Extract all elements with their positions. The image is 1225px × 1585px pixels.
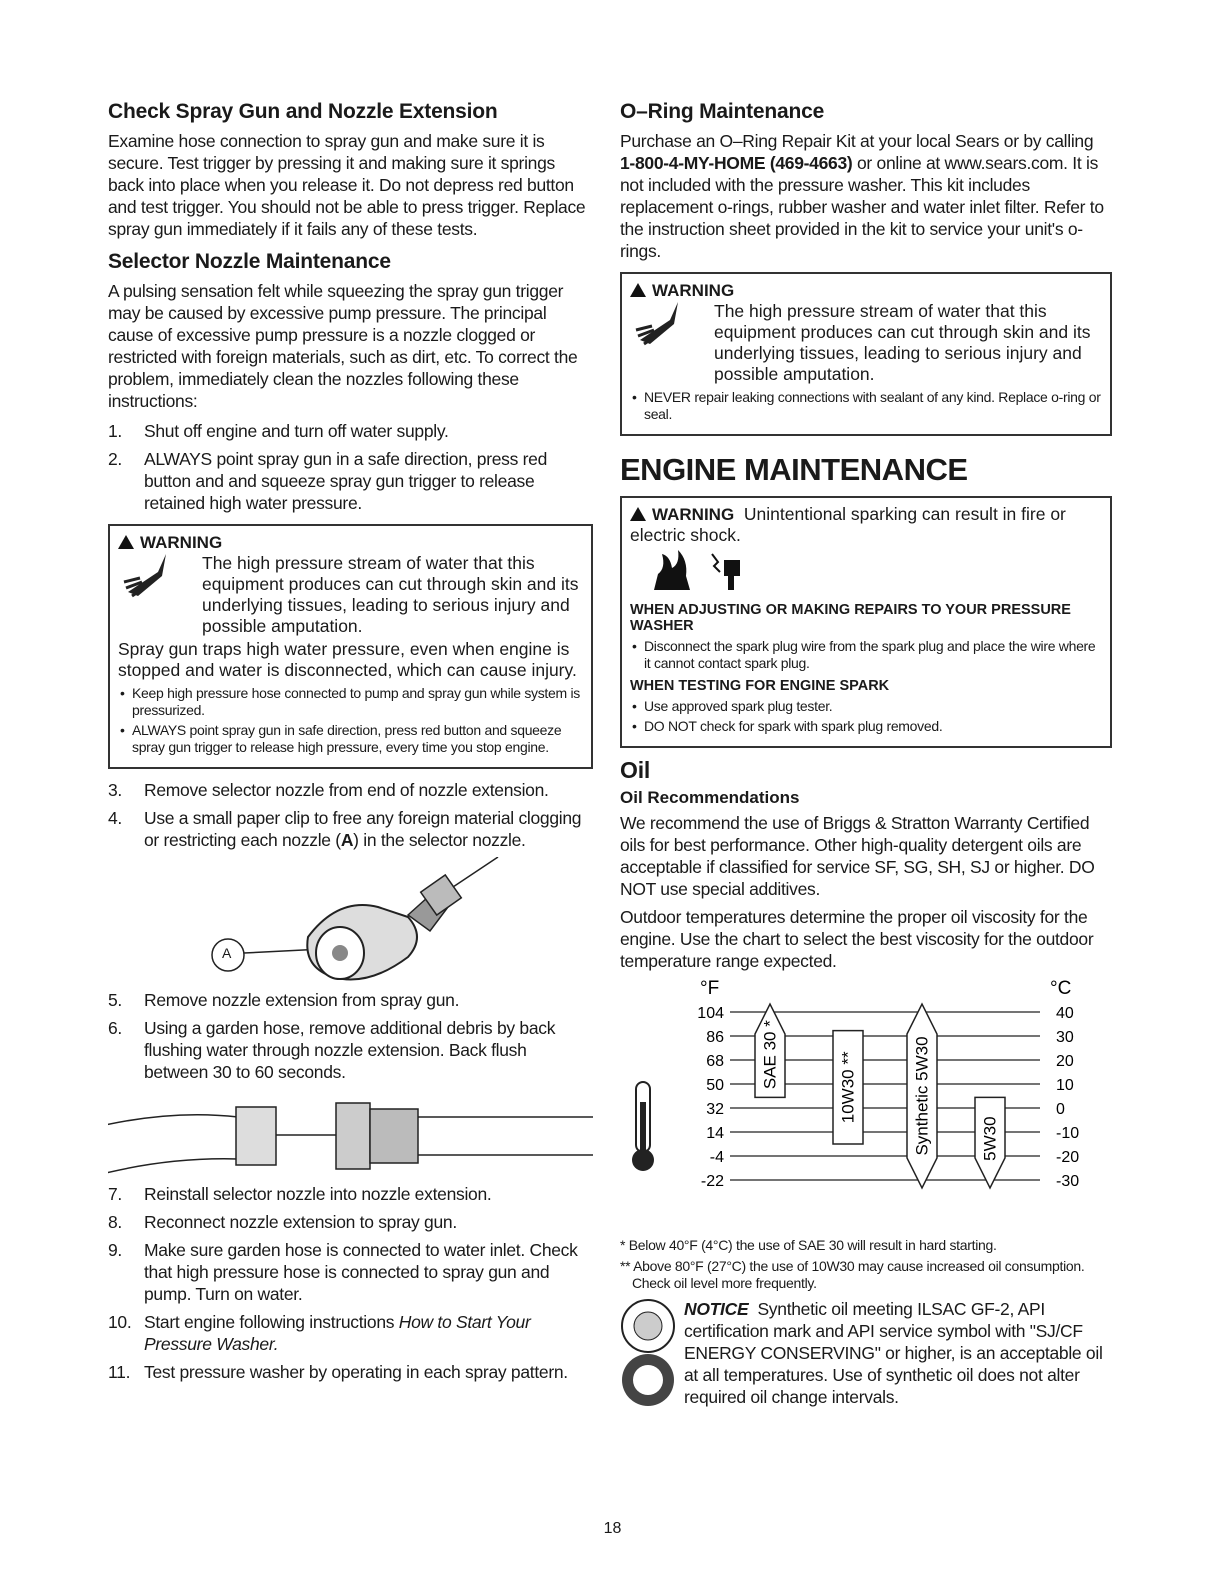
c-tick-label: 20 <box>1056 1053 1074 1070</box>
list-item: 7. Reinstall selector nozzle into nozzle extension. <box>108 1184 492 1204</box>
oil-paragraph-2: Outdoor temperatures determine the proper oil viscosity for the engine. Use the chart to select the best viscosity for the outdoor temperature range expected. <box>620 907 1094 971</box>
list-item: 4. Use a small paper clip to free any foreign material clogging or restricting each nozzle (A) in the selector nozzle. <box>108 808 582 850</box>
list-item: • DO NOT check for spark with spark plug removed. <box>630 718 1102 735</box>
selector-body: A pulsing sensation felt while squeezing the spray gun trigger may be caused by excessive pump pressure. The principal cause of excessive pump pressure is a nozzle clogged or restricted with foreign materials, such as dirt, etc. To correct the problem, immediately clean the nozzles following these instructions: <box>108 281 578 411</box>
list-item: 2. ALWAYS point spray gun in a safe direction, press red button and and squeeze spray gun trigger to release retained high water pressure. <box>108 449 548 513</box>
oring-body: Purchase an O–Ring Repair Kit at your local Sears or by calling 1-800-4-MY-HOME (469-4663) or online at www.sears.com. It is not included with the pressure washer. This kit includes replacement o-rings, rubber washer and water inlet filter. Refer to the instruction sheet provided in the kit to service your unit's o-rings. <box>620 131 1104 261</box>
steps-list-d <box>108 1183 593 1383</box>
f-tick-label: 86 <box>706 1029 724 1046</box>
list-item: • ALWAYS point spray gun in safe direction, press red button and squeeze spray gun trigger to release high pressure, every time you stop engine. <box>118 722 583 756</box>
thermometer-fill <box>640 1102 646 1157</box>
oil-heading: Oil <box>620 757 651 783</box>
notice-text: Synthetic oil meeting ILSAC GF-2, API certification mark and API service symbol with "SJ/CF ENERGY CONSERVING" or higher, is an acceptable oil at all temperatures. Use of synthetic oil does not alter required oil change intervals. <box>684 1299 1103 1407</box>
left-column <box>108 100 593 1389</box>
selector-heading: Selector Nozzle Maintenance <box>108 250 391 273</box>
viscosity-bar-label: 10W30 ** <box>838 1051 858 1124</box>
f-tick-label: -4 <box>709 1149 724 1166</box>
list-item: 3. Remove selector nozzle from end of nozzle extension. <box>108 780 549 800</box>
oil-subheading: Oil Recommendations <box>620 788 800 807</box>
f-tick-label: 14 <box>706 1125 724 1142</box>
fire-shock-icons <box>630 546 1102 596</box>
warning-extra: Spray gun traps high water pressure, even when engine is stopped and water is disconnected, which can cause injury. <box>118 639 577 680</box>
spray-injury-icon <box>630 280 700 385</box>
c-tick-label: 0 <box>1056 1101 1065 1118</box>
notice-label: NOTICE <box>684 1299 749 1319</box>
oring-heading: O–Ring Maintenance <box>620 100 825 123</box>
steps-list-b <box>108 779 593 851</box>
steps-list-c <box>108 989 593 1083</box>
f-tick-label: 32 <box>706 1101 724 1118</box>
warning-triangle-icon <box>630 507 646 521</box>
list-item: • Keep high pressure hose connected to pump and spray gun while system is pressurized. <box>118 685 583 719</box>
f-tick-label: 104 <box>697 1005 724 1022</box>
warning-box-engine: WARNING Unintentional sparking can result in fire or electric shock. WHEN ADJUSTING OR MAKING REPAIRS TO YOUR PRESSURE WASHER • Disconnect the spark plug wire from the spark plug and place the wire where it cannot contact spark plug. WHEN TESTING FOR ENGINE SPARK • Use approved spark plug tester. • DO NOT check for spark with spark plug removed. <box>620 496 1112 748</box>
warning-text: The high pressure stream of water that this equipment produces can cut through skin and its underlying tissues, leading to serious injury and possible amputation. <box>202 553 579 636</box>
spray-injury-icon <box>118 532 188 637</box>
page-number: 18 <box>603 1520 622 1537</box>
list-item: 5. Remove nozzle extension from spray gun. <box>108 990 460 1010</box>
f-tick-label: -22 <box>700 1173 724 1190</box>
oil-paragraph-1: We recommend the use of Briggs & Stratton Warranty Certified oils for best performance. Other high-quality detergent oils are acceptable if classified for service SF, SG, SH, SJ or higher. DO NOT use special additives. <box>620 813 1095 899</box>
c-unit-label: °C <box>1050 978 1072 999</box>
spray-gun-heading: Check Spray Gun and Nozzle Extension <box>108 100 498 123</box>
list-item: • Disconnect the spark plug wire from the spark plug and place the wire where it cannot contact spark plug. <box>630 638 1102 672</box>
nozzle-extension-illustration <box>108 1089 593 1183</box>
fire-icon <box>650 546 694 592</box>
c-tick-label: 30 <box>1056 1029 1074 1046</box>
engine-maintenance-heading: ENGINE MAINTENANCE <box>620 452 968 487</box>
c-tick-label: -20 <box>1056 1149 1080 1166</box>
viscosity-bar-label: 5W30 <box>980 1116 1000 1161</box>
api-seal-icons <box>620 1298 684 1413</box>
c-tick-label: -10 <box>1056 1125 1080 1142</box>
list-item: 9. Make sure garden hose is connected to water inlet. Check that high pressure hose is connected to spray gun and pump. Turn on water. <box>108 1240 578 1304</box>
right-column <box>620 100 1112 1413</box>
footnote-2: ** Above 80°F (27°C) the use of 10W30 may cause increased oil consumption. Check oil level more frequently. <box>620 1258 1085 1291</box>
electric-shock-icon <box>706 546 746 592</box>
f-tick-label: 50 <box>706 1077 724 1094</box>
list-item: 1. Shut off engine and turn off water supply. <box>108 421 449 441</box>
list-item: 6. Using a garden hose, remove additional debris by back flushing water through nozzle extension. Back flush between 30 to 60 seconds. <box>108 1018 556 1082</box>
warning-text: The high pressure stream of water that this equipment produces can cut through skin and its underlying tissues, leading to serious injury and possible amputation. <box>714 301 1091 384</box>
warning-box-spray: WARNING The high pressure stream of water that this equipment produces can cut through skin and its underlying tissues, leading to serious injury and possible amputation. Spray gun traps high water pressure, even when engine is stopped and water is disconnected, which can cause injury. • Keep high pressure hose connected to pump and spray gun while system is pressurized. • ALWAYS point spray gun in safe direction, press red button and squeeze spray gun trigger to release high pressure, every time you stop engine. <box>108 524 593 769</box>
c-tick-label: -30 <box>1056 1173 1080 1190</box>
warning-box-oring: WARNING The high pressure stream of water that this equipment produces can cut through skin and its underlying tissues, leading to serious injury and possible amputation. • NEVER repair leaking connections with sealant of any kind. Replace o-ring or seal. <box>620 272 1112 436</box>
callout-a-label: A <box>222 945 232 961</box>
list-item: • Use approved spark plug tester. <box>630 698 1102 715</box>
viscosity-bar-label: Synthetic 5W30 <box>912 1036 932 1156</box>
warning-subhead: WHEN ADJUSTING OR MAKING REPAIRS TO YOUR PRESSURE WASHER <box>630 602 1071 634</box>
c-tick-label: 10 <box>1056 1077 1074 1094</box>
f-unit-label: °F <box>700 978 720 999</box>
list-item: • NEVER repair leaking connections with sealant of any kind. Replace o-ring or seal. <box>630 389 1102 423</box>
c-tick-label: 40 <box>1056 1005 1074 1022</box>
notice-block <box>620 1298 1112 1413</box>
footnote-1: * Below 40°F (4°C) the use of SAE 30 will result in hard starting. <box>620 1237 997 1253</box>
oil-viscosity-chart <box>620 972 1112 1237</box>
list-item: 11. Test pressure washer by operating in each spray pattern. <box>108 1362 568 1382</box>
warning-subhead: WHEN TESTING FOR ENGINE SPARK <box>630 678 890 694</box>
viscosity-bar-label: SAE 30 * <box>760 1020 780 1090</box>
list-item: 10. Start engine following instructions How to Start Your Pressure Washer. <box>108 1312 531 1354</box>
f-tick-label: 68 <box>706 1053 724 1070</box>
steps-list-a <box>108 420 593 514</box>
list-item: 8. Reconnect nozzle extension to spray gun. <box>108 1212 457 1232</box>
spray-gun-body: Examine hose connection to spray gun and make sure it is secure. Test trigger by pressing it and making sure it springs back into place when you release it. Do not depress red button and test trigger. You should not be able to press trigger. Replace spray gun immediately if it fails any of these tests. <box>108 131 586 239</box>
selector-nozzle-illustration <box>108 857 593 989</box>
